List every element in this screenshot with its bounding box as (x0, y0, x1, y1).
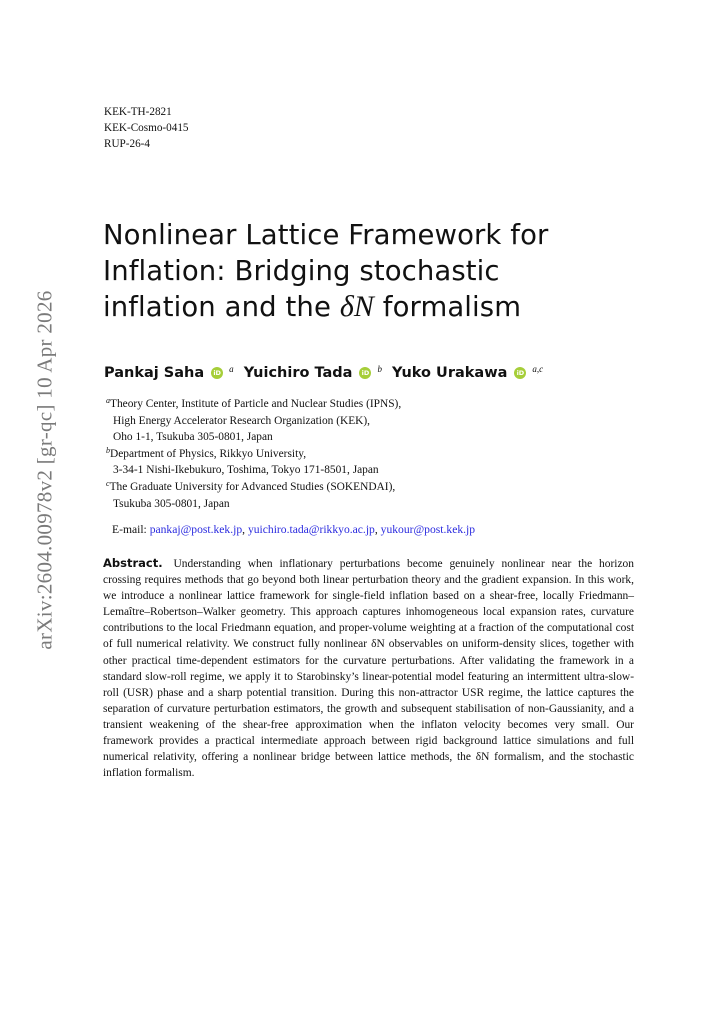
abstract-label: Abstract. (103, 556, 163, 570)
affiliation-mark: a (106, 396, 110, 405)
report-numbers (104, 104, 189, 152)
email-label: E-mail: (112, 523, 147, 536)
affiliation-line: $^b$Department of Physics, Rikkyo University, (106, 445, 307, 460)
report-number: KEK-Cosmo-0415 (104, 122, 189, 134)
title-math-delta-n: δN (339, 290, 374, 323)
email-line: E-mail: pankaj@post.kek.jp, yuichiro.tada@rikkyo.ac.jp, yukour@post.kek.jp (112, 523, 476, 536)
author-name: Yuichiro Tada (243, 365, 353, 381)
title-line: Nonlinear Lattice Framework for (103, 219, 549, 251)
author (244, 364, 382, 381)
affiliation-line: $^a$Theory Center, Institute of Particle and Nuclear Studies (IPNS), (106, 396, 402, 410)
title-line: formalism (373, 291, 522, 323)
affiliation-line: High Energy Accelerator Research Organization (KEK), (113, 414, 371, 427)
report-number: RUP-26-4 (104, 138, 150, 150)
author-name: Yuko Urakawa (392, 365, 508, 381)
author (104, 364, 234, 381)
abstract-text: Understanding when inflationary perturbations become genuinely nonlinear near the horizon crossing requires methods that go beyond both linear perturbation theory and the gradient expansion. In this work, we introduce a nonlinear lattice framework for single-field inflation based on a shear-free, locally Friedmann–Lemaître–Robertson–Walker geometry. This approach captures inhomogeneous local expansion rates, curvature contributions to the local Friedmann equation, and proper-volume weighting at a fraction of the computational cost of full numerical relativity. We construct fully nonlinear δN observables on uniform-density slices, together with other practical time-dependent estimators for the curvature perturbations. After validating the framework in a standard slow-roll regime, we apply it to Starobinsky’s linear-potential model featuring an intermittent ultra-slow-roll (USR) phase and a sharp potential transition. During this non-attractor USR regime, the lattice captures the separation of curvature perturbation estimators, the growth and subsequent stabilisation of non-Gaussianity, and a transient weakening of the shear-free approximation when the inflaton velocity becomes very small. Our framework provides a practical intermediate approach between rigid background lattice simulations and full numerical relativity, offering a nonlinear bridge between lattice methods, the δN formalism, and the stochastic inflation formalism. (103, 558, 634, 780)
affiliation-line: 3-34-1 Nishi-Ikebukuro, Toshima, Tokyo 171-8501, Japan (113, 464, 379, 477)
affiliations (106, 396, 401, 512)
paper-title (103, 217, 623, 325)
author-name: Pankaj Saha (104, 365, 205, 381)
author (392, 364, 543, 381)
email-link[interactable]: yuichiro.tada@rikkyo.ac.jp (247, 523, 375, 536)
arxiv-identifier: arXiv:2604.00978v2 [gr-qc] 10 Apr 2026 (32, 290, 57, 650)
arxiv-sidebar (10, 0, 60, 1019)
author-affiliation-mark: a (229, 364, 234, 374)
affiliation-mark: c (106, 478, 110, 488)
title-line: Inflation: Bridging stochastic (103, 255, 500, 287)
affiliation-line: Tsukuba 305-0801, Japan (113, 497, 230, 510)
affiliation-line: $^c$The Graduate University for Advanced Studies (SOKENDAI), (106, 478, 396, 493)
affiliation-line: Oho 1-1, Tsukuba 305-0801, Japan (113, 431, 273, 444)
abstract (103, 555, 634, 781)
title-line: inflation and the (103, 291, 340, 323)
orcid-icon[interactable]: iD (359, 367, 371, 379)
affiliation-mark: b (106, 445, 110, 455)
orcid-icon[interactable]: iD (514, 367, 526, 379)
email-link[interactable]: yukour@post.kek.jp (380, 523, 476, 536)
email-link[interactable]: pankaj@post.kek.jp (149, 523, 243, 536)
author-list (104, 364, 548, 381)
report-number: KEK-TH-2821 (104, 106, 172, 118)
author-affiliation-mark: b (377, 364, 382, 374)
author-affiliation-mark: a,c (532, 364, 544, 374)
orcid-icon[interactable]: iD (211, 367, 223, 379)
